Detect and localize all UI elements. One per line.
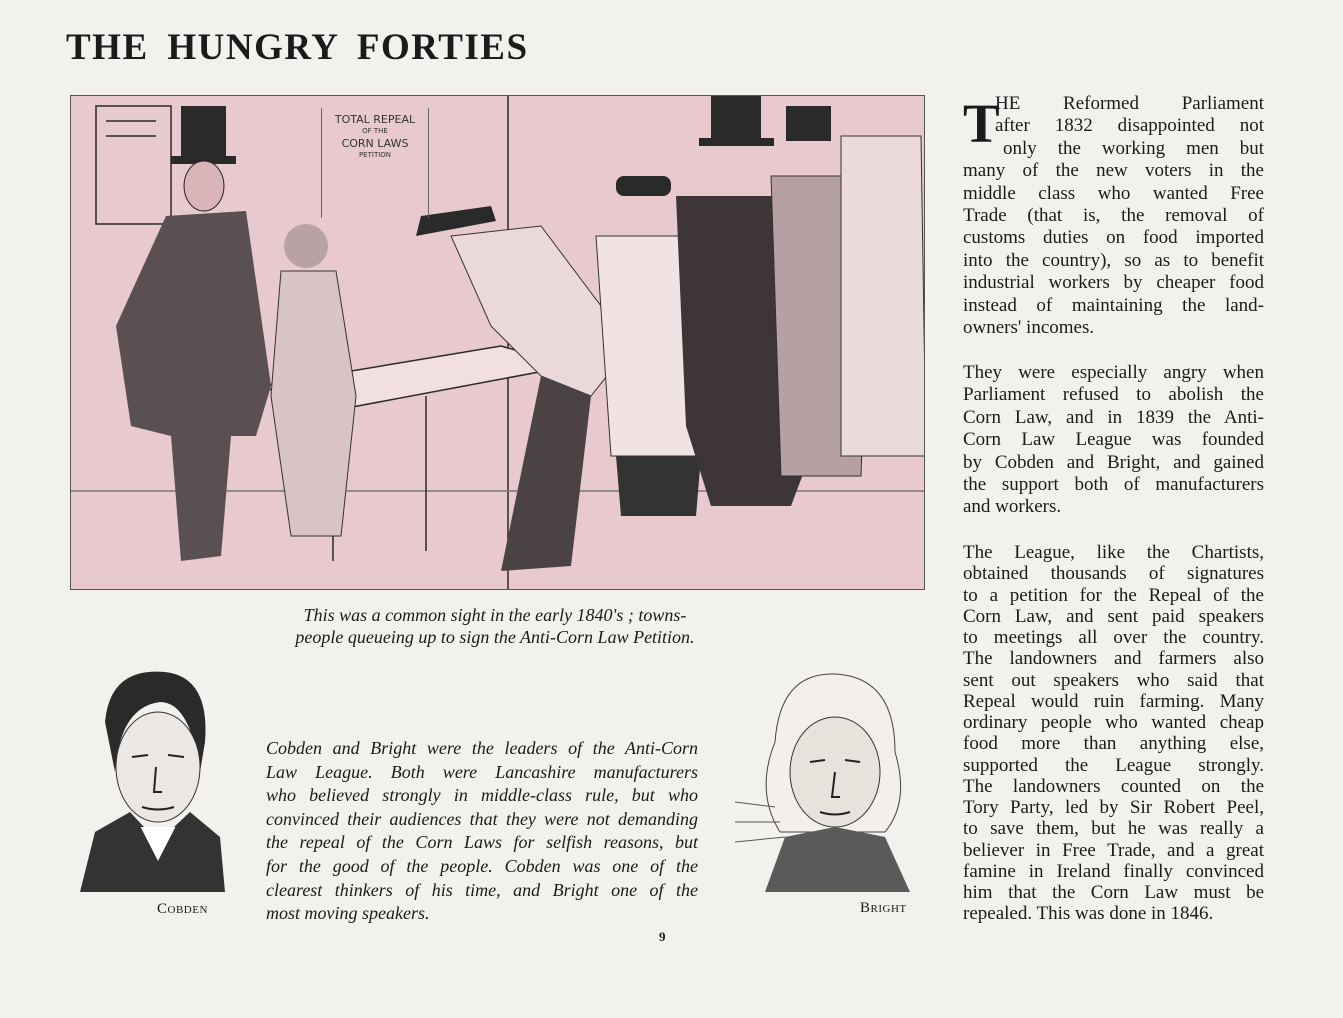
- text-line: to save them, but he was really a: [963, 818, 1264, 840]
- text-line: who believed strongly in middle-class rule, but who: [266, 785, 698, 806]
- text-line: Trade (that is, the removal of: [963, 204, 1264, 226]
- text-line: ordinary people who wanted cheap: [963, 712, 1264, 733]
- portrait-text: [266, 737, 698, 926]
- text-line: by Cobden and Bright, and gained: [963, 451, 1264, 473]
- text-line: supported the League strongly.: [963, 754, 1264, 776]
- bright-label: Bright: [860, 900, 907, 916]
- page-title: THE HUNGRY FORTIES: [66, 27, 529, 68]
- text-line: only the working men but: [1003, 137, 1264, 159]
- text-line: food more than anything else,: [963, 733, 1264, 755]
- cobden-portrait: [70, 662, 228, 897]
- illustration-caption: [230, 604, 760, 648]
- text-line: to a petition for the Repeal of the: [963, 584, 1264, 606]
- text-line: Corn Law, and in 1839 the Anti-: [963, 406, 1264, 428]
- paragraph-3: [963, 542, 1264, 925]
- text-line: Corn Law League was founded: [963, 429, 1264, 451]
- sign-line: PETITION: [358, 151, 392, 159]
- text-line: The landowners and farmers also: [963, 648, 1264, 670]
- text-line: Law League. Both were Lancashire manufacturers: [266, 761, 698, 782]
- text-line: him that the Corn Law must be: [963, 882, 1264, 903]
- caption-line: This was a common sight in the early 1840's ; towns-: [303, 605, 687, 625]
- text-line: Cobden and Bright were the leaders of the Anti-Corn: [266, 738, 698, 758]
- text-line: after 1832 disappointed not: [995, 115, 1264, 137]
- text-line: famine in Ireland finally convinced: [963, 860, 1264, 882]
- text-line: believer in Free Trade, and a great: [963, 839, 1264, 861]
- text-line: obtained thousands of signatures: [963, 563, 1264, 585]
- text-line: convinced their audiences that they were not demanding: [266, 808, 698, 829]
- text-line: clearest thinkers of his time, and Bright one of the: [266, 879, 698, 900]
- text-line: many of the new voters in the: [963, 160, 1264, 182]
- drop-cap: T: [963, 93, 1000, 154]
- sign-line: CORN LAWS: [341, 137, 409, 150]
- paragraph-1: [963, 93, 1264, 339]
- text-line: Tory Party, led by Sir Robert Peel,: [963, 797, 1264, 818]
- text-line: The landowners counted on the: [963, 775, 1264, 797]
- page-number: 9: [659, 929, 666, 944]
- text-line: for the good of the people. Cobden was one of the: [266, 855, 698, 876]
- text-line: industrial workers by cheaper food: [963, 272, 1264, 294]
- petition-illustration: [70, 95, 925, 590]
- text-line: customs duties on food imported: [963, 227, 1264, 249]
- text-line: HE Reformed Parliament: [995, 93, 1264, 114]
- text-line: Repeal would ruin farming. Many: [963, 690, 1264, 712]
- caption-line: people queueing up to sign the Anti-Corn Law Petition.: [295, 627, 695, 647]
- cobden-label: Cobden: [157, 901, 208, 917]
- text-line: to meetings all over the country.: [963, 627, 1264, 648]
- text-line: the repeal of the Corn Laws for selfish reasons, but: [266, 832, 698, 853]
- queue-sketch: [71, 96, 925, 590]
- paragraph-2: [963, 362, 1264, 519]
- text-line: repealed. This was done in 1846.: [963, 903, 1214, 925]
- text-line: They were especially angry when: [963, 362, 1264, 383]
- sign-line: OF THE: [362, 127, 388, 135]
- sign-line: TOTAL REPEAL: [334, 113, 416, 126]
- text-line: into the country), so as to benefit: [963, 249, 1264, 271]
- text-line: middle class who wanted Free: [963, 182, 1264, 204]
- bright-portrait: [735, 662, 923, 897]
- text-line: and workers.: [963, 496, 1062, 518]
- text-line: Corn Law, and sent paid speakers: [963, 605, 1264, 627]
- petition-sign: [321, 108, 429, 218]
- text-line: sent out speakers who said that: [963, 669, 1264, 691]
- text-line: Parliament refused to abolish the: [963, 384, 1264, 406]
- text-line: The League, like the Chartists,: [963, 542, 1264, 563]
- text-line: owners' incomes.: [963, 316, 1095, 338]
- text-line: instead of maintaining the land-: [963, 294, 1264, 316]
- text-line: most moving speakers.: [266, 903, 430, 924]
- text-line: the support both of manufacturers: [963, 473, 1264, 495]
